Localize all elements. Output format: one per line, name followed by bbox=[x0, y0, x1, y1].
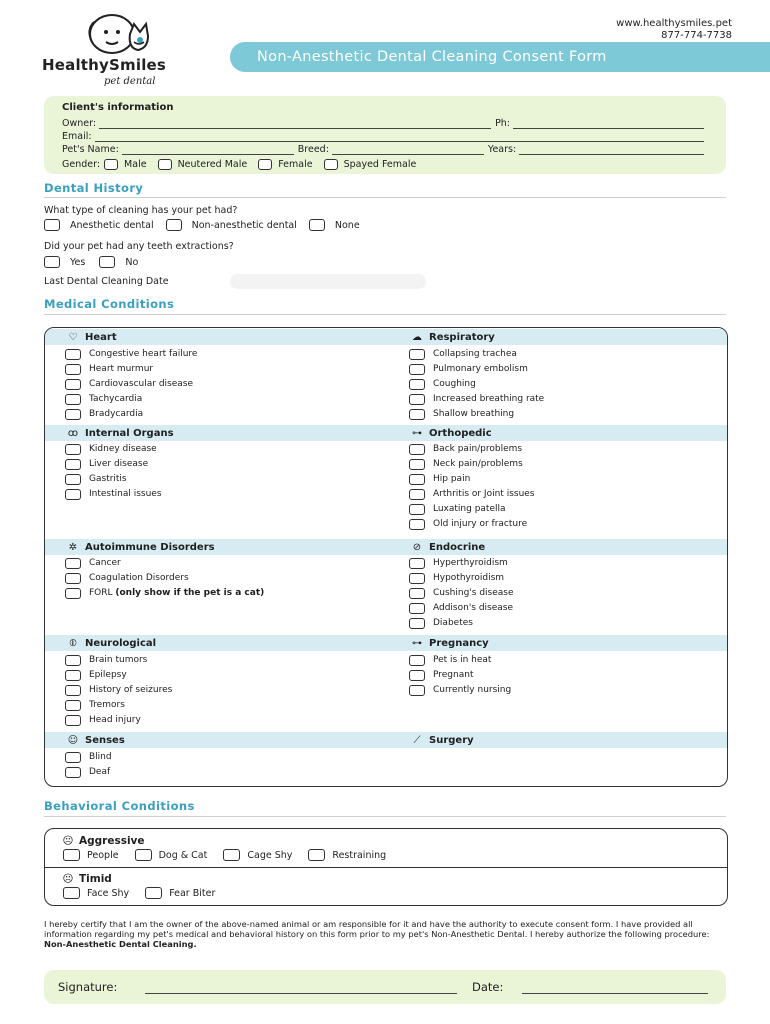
condition-label: Cardiovascular disease bbox=[89, 379, 194, 389]
client-info-section bbox=[44, 96, 726, 174]
condition-checkbox[interactable] bbox=[65, 655, 81, 666]
condition-checkbox[interactable] bbox=[409, 489, 425, 500]
condition-checkbox[interactable] bbox=[409, 394, 425, 405]
condition-label: Brain tumors bbox=[89, 655, 148, 665]
dental-history-divider bbox=[44, 197, 726, 198]
last-cleaning-label: Last Dental Cleaning Date bbox=[44, 276, 169, 287]
behavior-option[interactable] bbox=[63, 849, 119, 861]
gender-label: Gender: bbox=[62, 158, 101, 170]
signature-section bbox=[44, 970, 726, 1004]
condition-item[interactable] bbox=[65, 407, 143, 421]
condition-item[interactable] bbox=[65, 683, 172, 697]
medical-divider bbox=[44, 314, 726, 315]
condition-label: Blind bbox=[89, 752, 112, 762]
email-label: Email: bbox=[62, 131, 92, 142]
virus-icon: ✲ bbox=[68, 541, 78, 553]
cleaning-option[interactable] bbox=[309, 219, 360, 231]
behavior-option[interactable] bbox=[223, 849, 292, 861]
condition-item[interactable] bbox=[409, 362, 528, 376]
pet-name-field[interactable] bbox=[122, 146, 294, 155]
condition-item[interactable] bbox=[409, 377, 476, 391]
condition-checkbox[interactable] bbox=[65, 394, 81, 405]
condition-label: History of seizures bbox=[89, 685, 173, 695]
certification-text bbox=[44, 919, 732, 949]
owner-label: Owner: bbox=[62, 118, 97, 129]
condition-checkbox[interactable] bbox=[409, 685, 425, 696]
category-label: Endocrine bbox=[429, 541, 486, 553]
breed-label: Breed: bbox=[297, 144, 329, 155]
condition-item[interactable] bbox=[65, 668, 127, 682]
restraining-checkbox[interactable] bbox=[308, 849, 325, 861]
no-checkbox[interactable] bbox=[99, 256, 115, 268]
condition-checkbox[interactable] bbox=[65, 444, 81, 455]
condition-label: Diabetes bbox=[433, 618, 473, 628]
condition-checkbox[interactable] bbox=[65, 489, 81, 500]
behavior-option[interactable] bbox=[135, 849, 208, 861]
heart-icon: ♡ bbox=[68, 331, 78, 343]
email-field[interactable] bbox=[95, 133, 704, 142]
client-info-heading: Client's information bbox=[62, 102, 174, 113]
dog-cat-logo-icon bbox=[78, 12, 174, 56]
signature-label: Signature: bbox=[58, 980, 118, 994]
surgery-category bbox=[409, 732, 474, 748]
angry-face-icon: ☹ bbox=[62, 835, 74, 847]
category-label: Orthopedic bbox=[429, 427, 492, 439]
gender-option[interactable] bbox=[324, 159, 417, 170]
condition-label: Addison's disease bbox=[433, 603, 514, 613]
owner-field[interactable] bbox=[99, 120, 491, 129]
condition-checkbox[interactable] bbox=[409, 364, 425, 375]
last-cleaning-date-field[interactable] bbox=[230, 274, 426, 289]
aggressive-options bbox=[63, 849, 402, 861]
condition-label: Old injury or fracture bbox=[433, 519, 528, 529]
pet-row bbox=[62, 142, 708, 155]
aggressive-heading bbox=[61, 835, 145, 847]
form-title: Non-Anesthetic Dental Cleaning Consent Form bbox=[230, 42, 770, 72]
pet-name-label: Pet's Name: bbox=[62, 144, 119, 155]
condition-item[interactable] bbox=[409, 347, 517, 361]
condition-label: Heart murmur bbox=[89, 364, 154, 374]
gender-neutered-male-checkbox[interactable] bbox=[158, 159, 172, 170]
cleaning-option-label: Non-anesthetic dental bbox=[191, 219, 297, 231]
condition-label: Kidney disease bbox=[89, 444, 157, 454]
brain-icon: ⦶ bbox=[69, 637, 77, 649]
condition-label: Bradycardia bbox=[89, 409, 144, 419]
condition-label: Coughing bbox=[433, 379, 476, 389]
condition-label: Back pain/problems bbox=[433, 444, 523, 454]
condition-checkbox[interactable] bbox=[65, 364, 81, 375]
gender-spayed-female-checkbox[interactable] bbox=[324, 159, 338, 170]
condition-label: Hypothyroidism bbox=[433, 573, 505, 583]
brand-name: HealthySmiles bbox=[42, 56, 167, 74]
condition-checkbox[interactable] bbox=[409, 444, 425, 455]
extraction-option-label: No bbox=[125, 256, 139, 268]
gender-option[interactable] bbox=[258, 159, 312, 170]
condition-item[interactable] bbox=[409, 601, 513, 615]
condition-checkbox[interactable] bbox=[409, 379, 425, 390]
none-checkbox[interactable] bbox=[309, 219, 325, 231]
senses-category bbox=[65, 732, 125, 748]
condition-checkbox[interactable] bbox=[65, 700, 81, 711]
condition-label: Arthritis or Joint issues bbox=[433, 489, 535, 499]
condition-checkbox[interactable] bbox=[65, 685, 81, 696]
orthopedic-category bbox=[409, 425, 492, 441]
extractions-question: Did your pet had any teeth extractions? bbox=[44, 241, 234, 252]
condition-item[interactable] bbox=[65, 472, 127, 486]
respiratory-category bbox=[409, 329, 495, 345]
condition-checkbox[interactable] bbox=[409, 459, 425, 470]
neurological-category bbox=[65, 635, 156, 651]
condition-item[interactable] bbox=[65, 750, 112, 764]
condition-checkbox[interactable] bbox=[65, 588, 81, 599]
condition-label: Collapsing trachea bbox=[433, 349, 517, 359]
extraction-option-label: Yes bbox=[70, 256, 86, 268]
condition-label: Neck pain/problems bbox=[433, 459, 523, 469]
condition-item[interactable] bbox=[65, 713, 141, 727]
behavior-option-label: People bbox=[87, 849, 119, 861]
extraction-option[interactable] bbox=[99, 256, 138, 268]
gender-row bbox=[62, 157, 708, 171]
sad-face-icon: ☹ bbox=[62, 873, 74, 885]
heart-category bbox=[65, 329, 117, 345]
condition-item[interactable] bbox=[65, 765, 110, 779]
category-label: Pregnancy bbox=[429, 637, 489, 649]
condition-checkbox[interactable] bbox=[409, 670, 425, 681]
category-label: Internal Organs bbox=[85, 427, 174, 439]
condition-checkbox[interactable] bbox=[409, 349, 425, 360]
condition-label: Shallow breathing bbox=[433, 409, 515, 419]
date-label: Date: bbox=[472, 980, 504, 994]
cleaning-option[interactable] bbox=[166, 219, 297, 231]
condition-label: Pulmonary embolism bbox=[433, 364, 528, 374]
condition-checkbox[interactable] bbox=[65, 670, 81, 681]
condition-label: Deaf bbox=[89, 767, 111, 777]
dog-cat-checkbox[interactable] bbox=[135, 849, 152, 861]
brand-logo bbox=[42, 12, 212, 92]
pill-icon: ⊘ bbox=[412, 541, 422, 553]
condition-item[interactable] bbox=[409, 571, 504, 585]
condition-checkbox[interactable] bbox=[409, 573, 425, 584]
certification-body: I hereby certify that I am the owner of the above-named animal or am responsible for it and have the authority to execute consent form. I have provided all information regarding my pet's medical and behavioral history on this form prior to my pet's Non-Anesthetic Dental. I hereby authorize the following procedure: bbox=[44, 919, 710, 939]
signature-field[interactable] bbox=[145, 993, 457, 994]
behavior-option-label: Fear Biter bbox=[169, 887, 216, 899]
contact-info bbox=[616, 18, 732, 42]
condition-checkbox[interactable] bbox=[409, 409, 425, 420]
cage-shy-checkbox[interactable] bbox=[223, 849, 240, 861]
behavioral-conditions-title: Behavioral Conditions bbox=[44, 799, 195, 813]
condition-label: Luxating patella bbox=[433, 504, 506, 514]
gender-option[interactable] bbox=[104, 159, 147, 170]
condition-item[interactable] bbox=[409, 487, 535, 501]
ear-icon: ☺ bbox=[67, 734, 79, 746]
phone-label: Ph: bbox=[495, 118, 511, 129]
category-label: Heart bbox=[85, 331, 117, 343]
condition-item[interactable] bbox=[65, 698, 125, 712]
people-checkbox[interactable] bbox=[63, 849, 80, 861]
condition-checkbox[interactable] bbox=[65, 474, 81, 485]
category-label: Surgery bbox=[429, 734, 474, 746]
condition-item[interactable] bbox=[409, 586, 514, 600]
condition-label: Cushing's disease bbox=[433, 588, 514, 598]
behavior-option[interactable] bbox=[63, 887, 129, 899]
condition-checkbox[interactable] bbox=[65, 767, 81, 778]
condition-checkbox[interactable] bbox=[65, 715, 81, 726]
condition-label: Pregnant bbox=[433, 670, 474, 680]
condition-checkbox[interactable] bbox=[409, 588, 425, 599]
kidneys-icon: ꝏ bbox=[67, 427, 79, 439]
condition-item[interactable] bbox=[65, 392, 142, 406]
condition-item[interactable] bbox=[409, 668, 473, 682]
condition-label: Gastritis bbox=[89, 474, 127, 484]
category-label: Respiratory bbox=[429, 331, 495, 343]
condition-checkbox[interactable] bbox=[409, 603, 425, 614]
condition-label: Head injury bbox=[89, 715, 141, 725]
certification-procedure: Non-Anesthetic Dental Cleaning. bbox=[44, 939, 197, 949]
anesthetic-checkbox[interactable] bbox=[44, 219, 60, 231]
behavioral-divider bbox=[44, 816, 726, 817]
condition-checkbox[interactable] bbox=[65, 573, 81, 584]
condition-item[interactable] bbox=[409, 653, 491, 667]
condition-label: Liver disease bbox=[89, 459, 149, 469]
condition-item[interactable] bbox=[65, 556, 121, 570]
behavior-option-label: Face Shy bbox=[87, 887, 130, 899]
behavior-option[interactable] bbox=[308, 849, 386, 861]
gender-option-label: Neutered Male bbox=[177, 158, 248, 170]
brand-subtitle: pet dental bbox=[104, 76, 156, 87]
bone-icon: ⊶ bbox=[412, 427, 422, 439]
category-label: Autoimmune Disorders bbox=[85, 541, 215, 553]
face-shy-checkbox[interactable] bbox=[63, 887, 80, 899]
autoimmune-category bbox=[65, 539, 215, 555]
cleaning-option-label: None bbox=[334, 219, 360, 231]
behavior-option-label: Restraining bbox=[332, 849, 387, 861]
behavior-option[interactable] bbox=[145, 887, 215, 899]
condition-item[interactable] bbox=[65, 442, 157, 456]
condition-checkbox[interactable] bbox=[65, 752, 81, 763]
breed-field[interactable] bbox=[332, 146, 484, 155]
condition-label: Tremors bbox=[89, 700, 125, 710]
condition-checkbox[interactable] bbox=[409, 504, 425, 515]
timid-options bbox=[63, 887, 231, 899]
condition-item[interactable] bbox=[409, 457, 523, 471]
condition-item[interactable] bbox=[65, 586, 264, 600]
behavior-option-label: Dog & Cat bbox=[158, 849, 208, 861]
condition-checkbox[interactable] bbox=[65, 558, 81, 569]
cleaning-type-options bbox=[44, 219, 372, 231]
lungs-icon: ☁ bbox=[412, 331, 422, 343]
condition-item[interactable] bbox=[409, 556, 508, 570]
condition-item[interactable] bbox=[409, 502, 506, 516]
extractions-options bbox=[44, 256, 150, 268]
condition-item[interactable] bbox=[409, 616, 473, 630]
condition-checkbox[interactable] bbox=[409, 618, 425, 629]
condition-item[interactable] bbox=[409, 442, 522, 456]
dental-history-title: Dental History bbox=[44, 181, 144, 195]
condition-item[interactable] bbox=[65, 347, 197, 361]
behavioral-panel bbox=[44, 828, 728, 906]
gender-option[interactable] bbox=[158, 159, 248, 170]
condition-label: Increased breathing rate bbox=[433, 394, 545, 404]
condition-label: Congestive heart failure bbox=[89, 349, 198, 359]
condition-label: Tachycardia bbox=[89, 394, 143, 404]
date-field[interactable] bbox=[522, 993, 708, 994]
timid-label: Timid bbox=[79, 873, 112, 885]
condition-item[interactable] bbox=[409, 517, 527, 531]
gender-male-checkbox[interactable] bbox=[104, 159, 118, 170]
behavior-divider bbox=[45, 867, 727, 868]
condition-label: Hip pain bbox=[433, 474, 471, 484]
yes-checkbox[interactable] bbox=[44, 256, 60, 268]
gender-option-label: Spayed Female bbox=[343, 158, 417, 170]
behavior-option-label: Cage Shy bbox=[247, 849, 293, 861]
fear-biter-checkbox[interactable] bbox=[145, 887, 162, 899]
category-label: Senses bbox=[85, 734, 125, 746]
condition-item[interactable] bbox=[409, 683, 511, 697]
condition-label: Intestinal issues bbox=[89, 489, 162, 499]
condition-item[interactable] bbox=[409, 407, 514, 421]
condition-checkbox[interactable] bbox=[409, 558, 425, 569]
scalpel-icon: ⟋ bbox=[413, 734, 421, 746]
phone-field[interactable] bbox=[513, 120, 704, 129]
condition-label: Epilepsy bbox=[89, 670, 127, 680]
medical-conditions-title: Medical Conditions bbox=[44, 297, 175, 311]
forl-note: (only show if the pet is a cat) bbox=[115, 588, 265, 598]
condition-label: Currently nursing bbox=[433, 685, 512, 695]
cleaning-type-question: What type of cleaning has your pet had? bbox=[44, 205, 238, 216]
condition-checkbox[interactable] bbox=[409, 519, 425, 530]
timid-heading bbox=[61, 873, 112, 885]
email-row bbox=[62, 129, 708, 142]
category-label: Neurological bbox=[85, 637, 157, 649]
years-field[interactable] bbox=[519, 146, 704, 155]
condition-label: Cancer bbox=[89, 558, 121, 568]
website-link[interactable]: www.healthysmiles.pet bbox=[616, 18, 732, 29]
gender-option-label: Female bbox=[278, 158, 313, 170]
condition-label: Coagulation Disorders bbox=[89, 573, 189, 583]
condition-label: Hyperthyroidism bbox=[433, 558, 508, 568]
bone-icon: ⊶ bbox=[412, 637, 422, 649]
condition-item[interactable] bbox=[65, 487, 162, 501]
condition-item[interactable] bbox=[65, 362, 153, 376]
category-bar bbox=[45, 329, 727, 345]
medical-conditions-panel bbox=[44, 327, 728, 787]
gender-option-label: Male bbox=[124, 158, 147, 170]
category-bar bbox=[45, 732, 727, 748]
non-anesthetic-checkbox[interactable] bbox=[166, 219, 182, 231]
condition-checkbox[interactable] bbox=[65, 349, 81, 360]
condition-checkbox[interactable] bbox=[409, 655, 425, 666]
cleaning-option-label: Anesthetic dental bbox=[70, 219, 154, 231]
condition-label: Pet is in heat bbox=[433, 655, 492, 665]
internal-organs-category bbox=[65, 425, 174, 441]
condition-item[interactable] bbox=[65, 571, 189, 585]
condition-item[interactable] bbox=[409, 472, 470, 486]
cleaning-option[interactable] bbox=[44, 219, 154, 231]
gender-female-checkbox[interactable] bbox=[258, 159, 272, 170]
phone-number: 877-774-7738 bbox=[661, 30, 732, 41]
condition-checkbox[interactable] bbox=[65, 379, 81, 390]
condition-item[interactable] bbox=[65, 457, 148, 471]
extraction-option[interactable] bbox=[44, 256, 85, 268]
pregnancy-category bbox=[409, 635, 489, 651]
aggressive-label: Aggressive bbox=[79, 835, 145, 847]
condition-item[interactable] bbox=[65, 377, 193, 391]
years-label: Years: bbox=[487, 144, 517, 155]
condition-item[interactable] bbox=[409, 392, 544, 406]
condition-checkbox[interactable] bbox=[409, 474, 425, 485]
condition-item[interactable] bbox=[65, 653, 147, 667]
condition-checkbox[interactable] bbox=[65, 409, 81, 420]
condition-checkbox[interactable] bbox=[65, 459, 81, 470]
owner-row bbox=[62, 116, 708, 129]
condition-label: FORL bbox=[89, 588, 116, 598]
endocrine-category bbox=[409, 539, 485, 555]
